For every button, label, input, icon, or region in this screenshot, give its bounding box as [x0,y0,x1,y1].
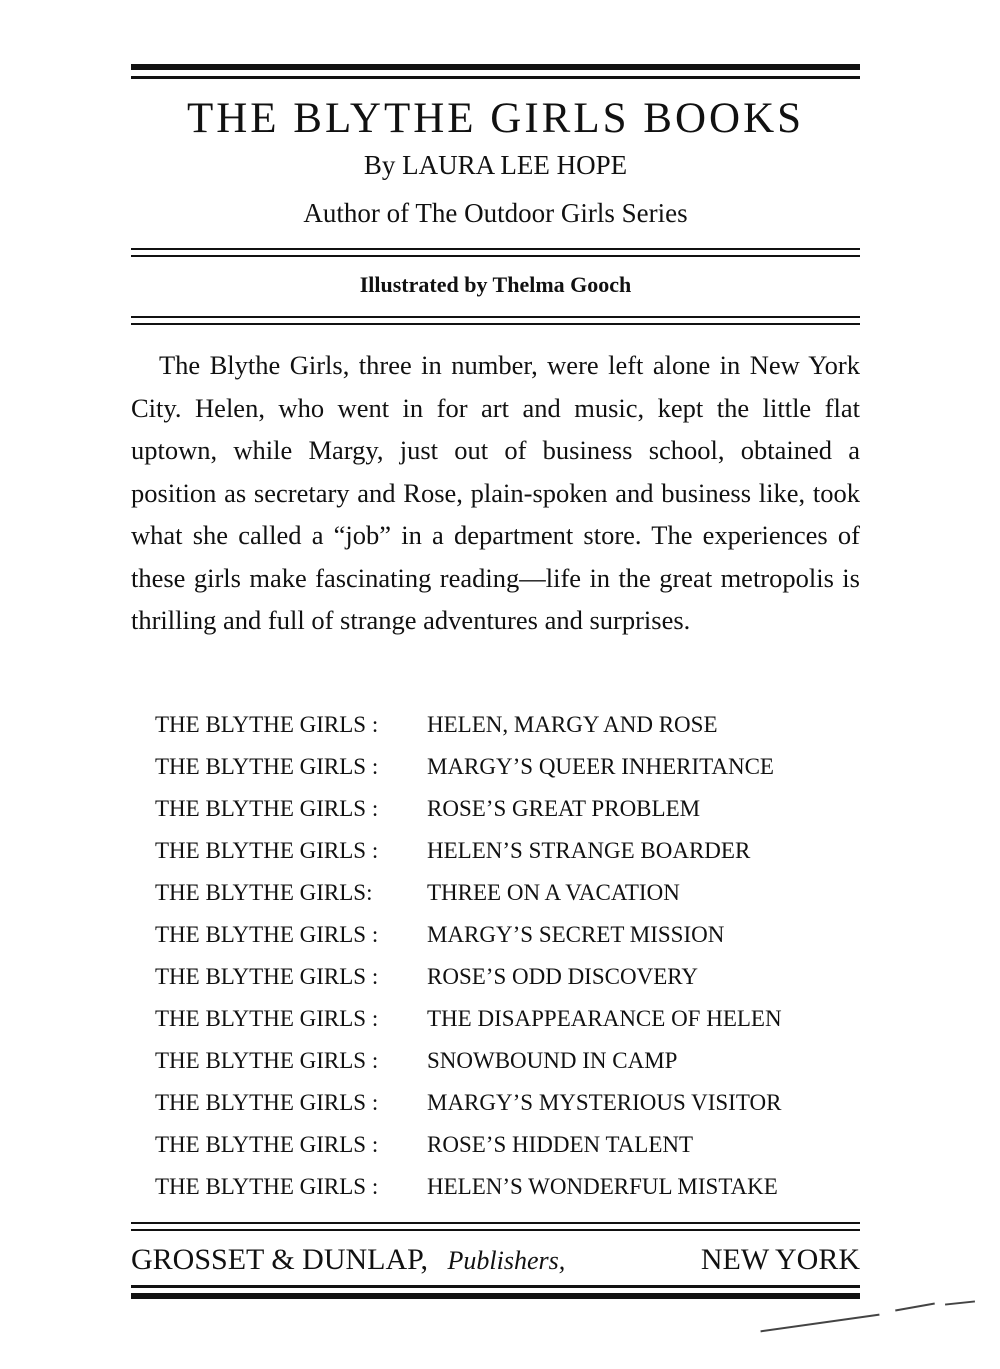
book-list [155,704,860,1208]
book-series-name: THE BLYTHE GIRLS : [155,1006,379,1031]
top-rule-thin [131,76,860,79]
book-list-item [155,998,860,1040]
book-series-name: THE BLYTHE GIRLS : [155,838,379,863]
book-series-name: THE BLYTHE GIRLS : [155,1132,379,1157]
book-list-item [155,1040,860,1082]
book-title: ROSE’S HIDDEN TALENT [427,1132,694,1157]
publisher-footer [131,1240,860,1281]
book-series-name: THE BLYTHE GIRLS : [155,1174,379,1199]
book-title: MARGY’S MYSTERIOUS VISITOR [427,1090,782,1115]
publisher-city: NEW YORK [700,1243,860,1276]
rule-above-footer-a [131,1222,860,1224]
rule-below-illustrated-b [131,323,860,325]
scan-smudge [945,1300,975,1305]
book-series-name: THE BLYTHE GIRLS : [155,712,379,737]
book-list-item [155,830,860,872]
book-series-name: THE BLYTHE GIRLS : [155,964,379,989]
illustrator-credit: Illustrated by Thelma Gooch [359,272,632,297]
book-series-name: THE BLYTHE GIRLS: [155,880,373,905]
book-title: THREE ON A VACATION [427,880,680,905]
book-title: HELEN, MARGY AND ROSE [427,712,718,737]
book-title: MARGY’S QUEER INHERITANCE [427,754,774,779]
book-title: ROSE’S GREAT PROBLEM [427,796,701,821]
scan-smudge [895,1303,935,1312]
book-series-name: THE BLYTHE GIRLS : [155,1090,379,1115]
rule-above-illustrated-a [131,248,860,250]
page [131,0,860,1369]
book-title: HELEN’S WONDERFUL MISTAKE [427,1174,778,1199]
rule-below-illustrated-a [131,316,860,318]
book-list-item [155,914,860,956]
book-list-item [155,746,860,788]
book-series-name: THE BLYTHE GIRLS : [155,796,379,821]
book-list-item [155,788,860,830]
page-title: THE BLYTHE GIRLS BOOKS [186,95,805,142]
book-list-item [155,872,860,914]
book-list-item [155,704,860,746]
publishers-label: Publishers, [447,1246,566,1275]
publisher-name: GROSSET & DUNLAP, [131,1243,428,1276]
book-title: MARGY’S SECRET MISSION [427,922,725,947]
book-series-name: THE BLYTHE GIRLS : [155,754,379,779]
byline: By LAURA LEE HOPE [363,150,628,180]
series-description: The Blythe Girls, three in number, were left alone in New York City. Helen, who went in for art and music, kept the little flat uptown, while Margy, just out of business school, obtained a position as secretary and Rose, plain-spoken and business like, took what she called a “job” in a department store. The experiences of these girls make fascinating reading—life in the great metropolis is thrilling and full of strange adventures and surprises. [131,350,860,635]
book-list-item [155,1124,860,1166]
book-series-name: THE BLYTHE GIRLS : [155,1048,379,1073]
book-list-item [155,956,860,998]
book-list-item [155,1166,860,1208]
bottom-rule-thin [131,1285,860,1288]
book-title: THE DISAPPEARANCE OF HELEN [427,1006,782,1031]
bottom-rule-thick [131,1293,860,1299]
author-of-line: Author of The Outdoor Girls Series [303,198,688,228]
book-title: SNOWBOUND IN CAMP [427,1048,678,1073]
rule-above-illustrated-b [131,255,860,257]
book-series-name: THE BLYTHE GIRLS : [155,922,379,947]
book-title: ROSE’S ODD DISCOVERY [427,964,698,989]
book-list-item [155,1082,860,1124]
book-title: HELEN’S STRANGE BOARDER [427,838,751,863]
top-rule-thick [131,64,860,70]
rule-above-footer-b [131,1229,860,1231]
